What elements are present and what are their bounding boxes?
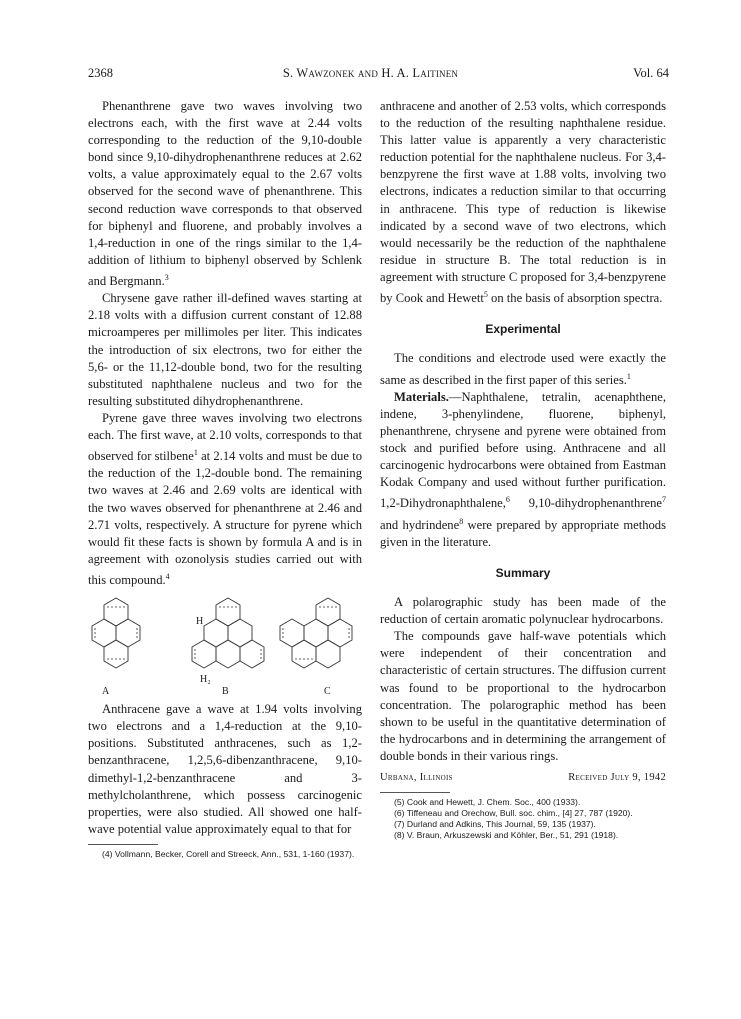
- ring: [92, 619, 116, 647]
- paragraph-continued: [380, 98, 666, 307]
- paragraph-conditions: [380, 350, 666, 388]
- footnote-rule: [380, 792, 450, 793]
- paragraph-text: on the basis of absorption spectra.: [487, 291, 663, 306]
- paragraph-text: and hydrindene: [380, 517, 460, 532]
- ring: [116, 619, 140, 647]
- materials-label: Materials.: [394, 389, 449, 404]
- hydrogen-label-bottom: H₂: [200, 674, 211, 686]
- footnote-5: (5) Cook and Hewett, J. Chem. Soc., 400 (1933).: [394, 797, 581, 808]
- summary-paragraph-1: A polarographic study has been made of the reduction of certain aromatic polynuclear hydrocarbons.: [380, 595, 666, 627]
- ring: [204, 619, 228, 647]
- footnote-7: (7) Durland and Adkins, This Journal, 59, 135 (1937).: [394, 819, 596, 830]
- running-header-authors: [0, 66, 741, 81]
- footnote-6: (6) Tiffeneau and Orechow, Bull. soc. chim., [4] 27, 787 (1920).: [394, 808, 633, 819]
- ring: [292, 640, 316, 668]
- ring: [328, 619, 352, 647]
- paragraph-materials: [380, 389, 666, 551]
- paragraph-phenanthrene: [88, 98, 362, 290]
- footnote-ref: 1: [193, 448, 198, 458]
- footnote-ref: 1: [626, 371, 631, 381]
- formula-label-a: A: [102, 686, 110, 698]
- ring: [240, 640, 264, 668]
- volume-number: Vol. 64: [633, 66, 669, 80]
- paragraph-text: The conditions and electrode used were exactly the same as described in the first paper of this series.: [380, 351, 666, 387]
- ring: [104, 640, 128, 668]
- footnote-ref: 3: [164, 272, 169, 282]
- formula-label-c: C: [324, 686, 331, 698]
- footnote-4: (4) Vollmann, Becker, Corell and Streeck, Ann., 531, 1-160 (1937).: [102, 848, 355, 859]
- footnote-ref: 8: [459, 516, 464, 526]
- paragraph-text: were prepared by appropriate methods given in the literature.: [380, 517, 666, 549]
- summary-paragraph-2: The compounds gave half-wave potentials which were independent of their concentration and characteristic of certain structures. The diffusion current was found to be proportional to the hydrocarbon concentration. The polarographic method has been shown to be useful in the quantitative determination of the hydrocarbons and in determining the arrangement of double bonds in their various rings.: [380, 629, 666, 763]
- ring: [104, 598, 128, 626]
- left-column: [88, 98, 362, 860]
- paragraph-anthracene: Anthracene gave a wave at 1.94 volts involving two electrons and a 1,4-reduction at the 9,10-positions. Substituted anthracenes, such as 1,2-benzanthracene, 1,2,5,6-dibenzanthracene, 9,10-dimethyl-1,2-benzanthracene and 3-methylcholanthrene, which possess carcinogenic properties, were also studied. All showed one half-wave potential value approximately equal to that for: [88, 702, 362, 836]
- paragraph-text: 9,10-dihydrophenanthrene: [509, 496, 662, 511]
- ring-structures-drawing: [88, 595, 362, 695]
- ring: [280, 619, 304, 647]
- paragraph-text: Phenanthrene gave two waves involving two electrons each, with the first wave at 2.44 volts corresponding to the reduction of the 9,10-double bond since 9,10-dihydrophenanthrene reduces at 2.62 volts, a value approximately equal to the 2.67 volts observed for the second wave of phenanthrene. This second reduction wave corresponds to that observed for biphenyl and fluorene, and probably involves a 1,4-reduction in one of the rings similar to the 1,4-addition of lithium to biphenyl observed by Schlenk and Bergmann.: [88, 99, 362, 289]
- footnote-ref: 6: [505, 495, 510, 505]
- hydrogen-label-top: H: [196, 616, 204, 628]
- paragraph-text: at 2.14 volts and must be due to the reduction of the 1,2-double bond. The remaining two waves at 2.46 and 2.69 volts are identical with the two waves observed for phenanthrene at 2.46 and 2.71 volts, respectively. A structure for pyrene which would fit these facts is shown by formula A and is in agreement with ozonolysis studies carried out with this compound.: [88, 449, 362, 588]
- paragraph-chrysene: Chrysene gave rather ill-defined waves starting at 2.18 volts with a diffusion current constant of 12.88 microamperes per millimoles per liter. This indicates the introduction of six electrons, two for either the 5,6- or the 11,12-double bond, two for the resulting substituted naphthalene nucleus and two for the resulting substituted dihydrophenanthrene.: [88, 291, 362, 408]
- paragraph-pyrene: [88, 410, 362, 589]
- footnote-rule: [88, 844, 158, 845]
- right-column: [380, 98, 666, 841]
- footnote-8: (8) V. Braun, Arkuszewski and Köhler, Ber., 51, 291 (1918).: [394, 830, 619, 841]
- received-date: Received July 9, 1942: [568, 772, 666, 784]
- paragraph-text: —Naphthalene, tetralin, acenaphthene, indene, 3-phenylindene, fluorene, biphenyl, phenanthrene, chrysene and pyrene were obtained from stock and purified before using. Anthracene and all carcinogenic hydrocarbons were obtained from Eastman Kodak Company and used without further purification. 1,2-Dihydronaphthalene,: [380, 389, 666, 511]
- footnote-ref: 7: [662, 495, 666, 505]
- paragraph-text: Pyrene gave three waves involving two electrons each. The first wave, at 2.10 volts, corresponds to that observed for stilbene: [88, 410, 362, 464]
- ring: [316, 640, 340, 668]
- formula-label-b: B: [222, 686, 229, 698]
- summary-heading: Summary: [495, 566, 551, 580]
- location: Urbana, Illinois: [380, 772, 453, 784]
- paragraph-text: anthracene and another of 2.53 volts, which corresponds to the reduction of the resulting naphthalene residue. This latter value is apparently a very characteristic reduction potential for the naphthalene nucleus. For 3,4-benzpyrene the first wave at 1.88 volts, involving two electrons, indicates a reduction similar to that occurring in anthracene. This type of reduction is likewise indicated by a second wave of two electrons, which would necessarily be the reduction of the naphthalene residue in structure B. The total reduction is in agreement with structure C proposed for 3,4-benzpyrene by Cook and Hewett: [380, 99, 666, 306]
- structure-figure: [88, 595, 362, 698]
- ring: [316, 598, 340, 626]
- footnote-ref: 4: [165, 571, 170, 581]
- ring: [228, 619, 252, 647]
- ring: [304, 619, 328, 647]
- page-number: 2368: [88, 66, 113, 80]
- experimental-heading: Experimental: [485, 322, 561, 337]
- ring: [192, 640, 216, 668]
- signature-line: [380, 769, 666, 786]
- ring: [216, 640, 240, 668]
- authors: S. Wawzonek and H. A. Laitinen: [282, 66, 459, 80]
- footnote-ref: 5: [483, 290, 488, 300]
- ring: [216, 598, 240, 626]
